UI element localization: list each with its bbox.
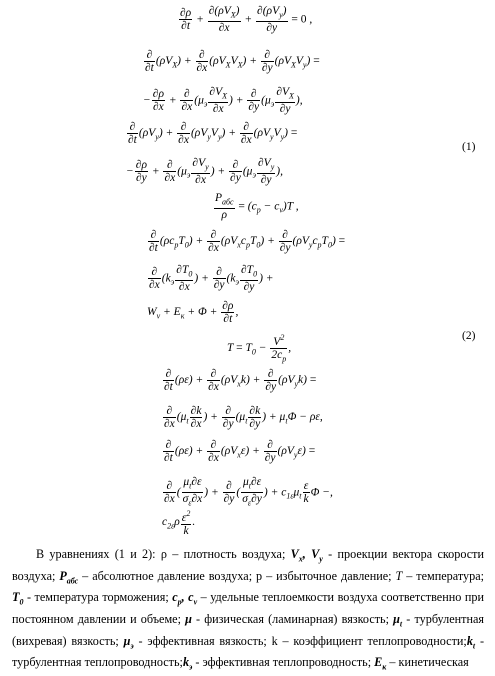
equation-k-lhs: $\frac{\partial}{\partial t}$ (ρε) + $\frac{\partial}{\partial x}$ $(\rho V_xk)$ + $\frac{\partial}{\partial y}$ $(\rho V_yk)$ = bbox=[164, 368, 317, 393]
equation-number-2: (2) bbox=[462, 330, 476, 342]
equation-stagnation-temperature: $T = T_0$ − $\frac{V^2}{2c_p}$ , bbox=[227, 333, 292, 364]
equation-epsilon-rhs: $\frac{\partial}{\partial x}$ ( $\frac{\mu_t\partial\varepsilon}{\sigma_\varepsilon\partial x}$ ) + $\frac{\partial}{\partial y}$ ( $\frac{\mu_t\partial\varepsilon}{\sigma_\varepsilon\partial y}$ ) + $c_{1\varepsilon}\mu_t$ $\frac{\varepsilon}{k}$ Φ −, bbox=[164, 476, 333, 508]
equation-energy-rhs-1: $\frac{\partial}{\partial x}$ ($k_э$ $\frac{\partial T_0}{\partial x}$ ) + $\frac{\partial}{\partial y}$ ($k_э$ $\frac{\partial T_0}{\partial y}$ ) + bbox=[149, 264, 274, 294]
equation-number-1: (1) bbox=[462, 141, 476, 153]
equation-momentum-x-lhs: $\frac{\partial}{\partial t}$ $(\rho V_X)$ + $\frac{\partial}{\partial x}$ $(\rho V_XV_X)$ + $\frac{\partial}{\partial y}$ $(\rho V_XV_y)$ = bbox=[145, 49, 320, 74]
equation-momentum-y-rhs: − $\frac{\partial\rho}{\partial y}$ + $\frac{\partial}{\partial x}$ ($\mu_э$ $\frac{\partial V_y}{\partial x}$ ) + $\frac{\partial}{\partial y}$ ($\mu_э$ $\frac{\partial V_y}{\partial y}$ ), bbox=[126, 157, 283, 187]
equation-energy-lhs: $\frac{\partial}{\partial t}$ $(\rho c_pT_0)$ + $\frac{\partial}{\partial x}$ $(\rho V_xc_pT_0)$ + $\frac{\partial}{\partial y}$ $(\rho V_yc_pT_0)$ = bbox=[149, 229, 346, 254]
equation-k-rhs: $\frac{\partial}{\partial x}$ ($\mu_t$ $\frac{\partial k}{\partial x}$ ) + $\frac{\partial}{\partial y}$ ($\mu_t$ $\frac{\partial k}{\partial y}$ ) + $\mu_t\Phi - \rho\varepsilon$, bbox=[164, 405, 323, 430]
equation-momentum-y-lhs: $\frac{\partial}{\partial t}$ $(\rho V_y)$ + $\frac{\partial}{\partial x}$ $(\rho V_yV_y)$ + $\frac{\partial}{\partial x}$ $(\rho V_yV_y)$ = bbox=[128, 121, 298, 146]
description-paragraph: В уравнениях (1 и 2): ρ – плотность воздуха; $V_x$, $V_y$ - проекции вектора скорости воздуха; $P_{абс}$ – абсолютное давление воздуха; p – избыточное давление; T – температура; $T_0$ - температура торможения; $c_p$, $c_v$ – удельные теплоемкости воздуха соответственно при постоянном давлении и объеме; μ - физическая (ламинарная) вязкость; $\mu_t$ - турбулентная (вихревая) вязкость; $\mu_э$ - эффективная вязкость; k – коэффициент $теплопроводности;k_t$ - турбулентная $теплопроводность;k_э$ - эффективная теплопроводность; $E_к$ – кинетическая bbox=[12, 547, 485, 672]
equation-epsilon-lhs: $\frac{\partial}{\partial t}$ (ρε) + $\frac{\partial}{\partial x}$ $(\rho V_x\varepsilon)$ + $\frac{\partial}{\partial y}$ $(\rho V_y\varepsilon)$ = bbox=[164, 439, 316, 464]
equation-momentum-x-rhs: − $\frac{\partial\rho}{\partial x}$ + $\frac{\partial}{\partial x}$ ($\mu_э$ $\frac{\partial V_X}{\partial x}$ ) + $\frac{\partial}{\partial y}$ ($\mu_э$ $\frac{\partial V_X}{\partial y}$ ), bbox=[143, 86, 303, 116]
equation-epsilon-tail: $c_{2\varepsilon}\rho$ $\frac{\varepsilon^2}{k}$ . bbox=[162, 509, 196, 537]
equation-continuity: $\frac{\partial\rho}{\partial t}$ + $\frac{\partial(\rho V_X)}{\partial x}$ + $\frac{\partial(\rho V_y)}{\partial y}$ = 0 , bbox=[180, 5, 313, 35]
equation-state: $\frac{P_{абс}}{\rho}$ = $(c_p - c_v)T$ , bbox=[215, 192, 299, 222]
equation-energy-rhs-2: $W_v + E_к + \Phi$ + $\frac{\partial\rho}{\partial t}$ , bbox=[147, 300, 239, 325]
